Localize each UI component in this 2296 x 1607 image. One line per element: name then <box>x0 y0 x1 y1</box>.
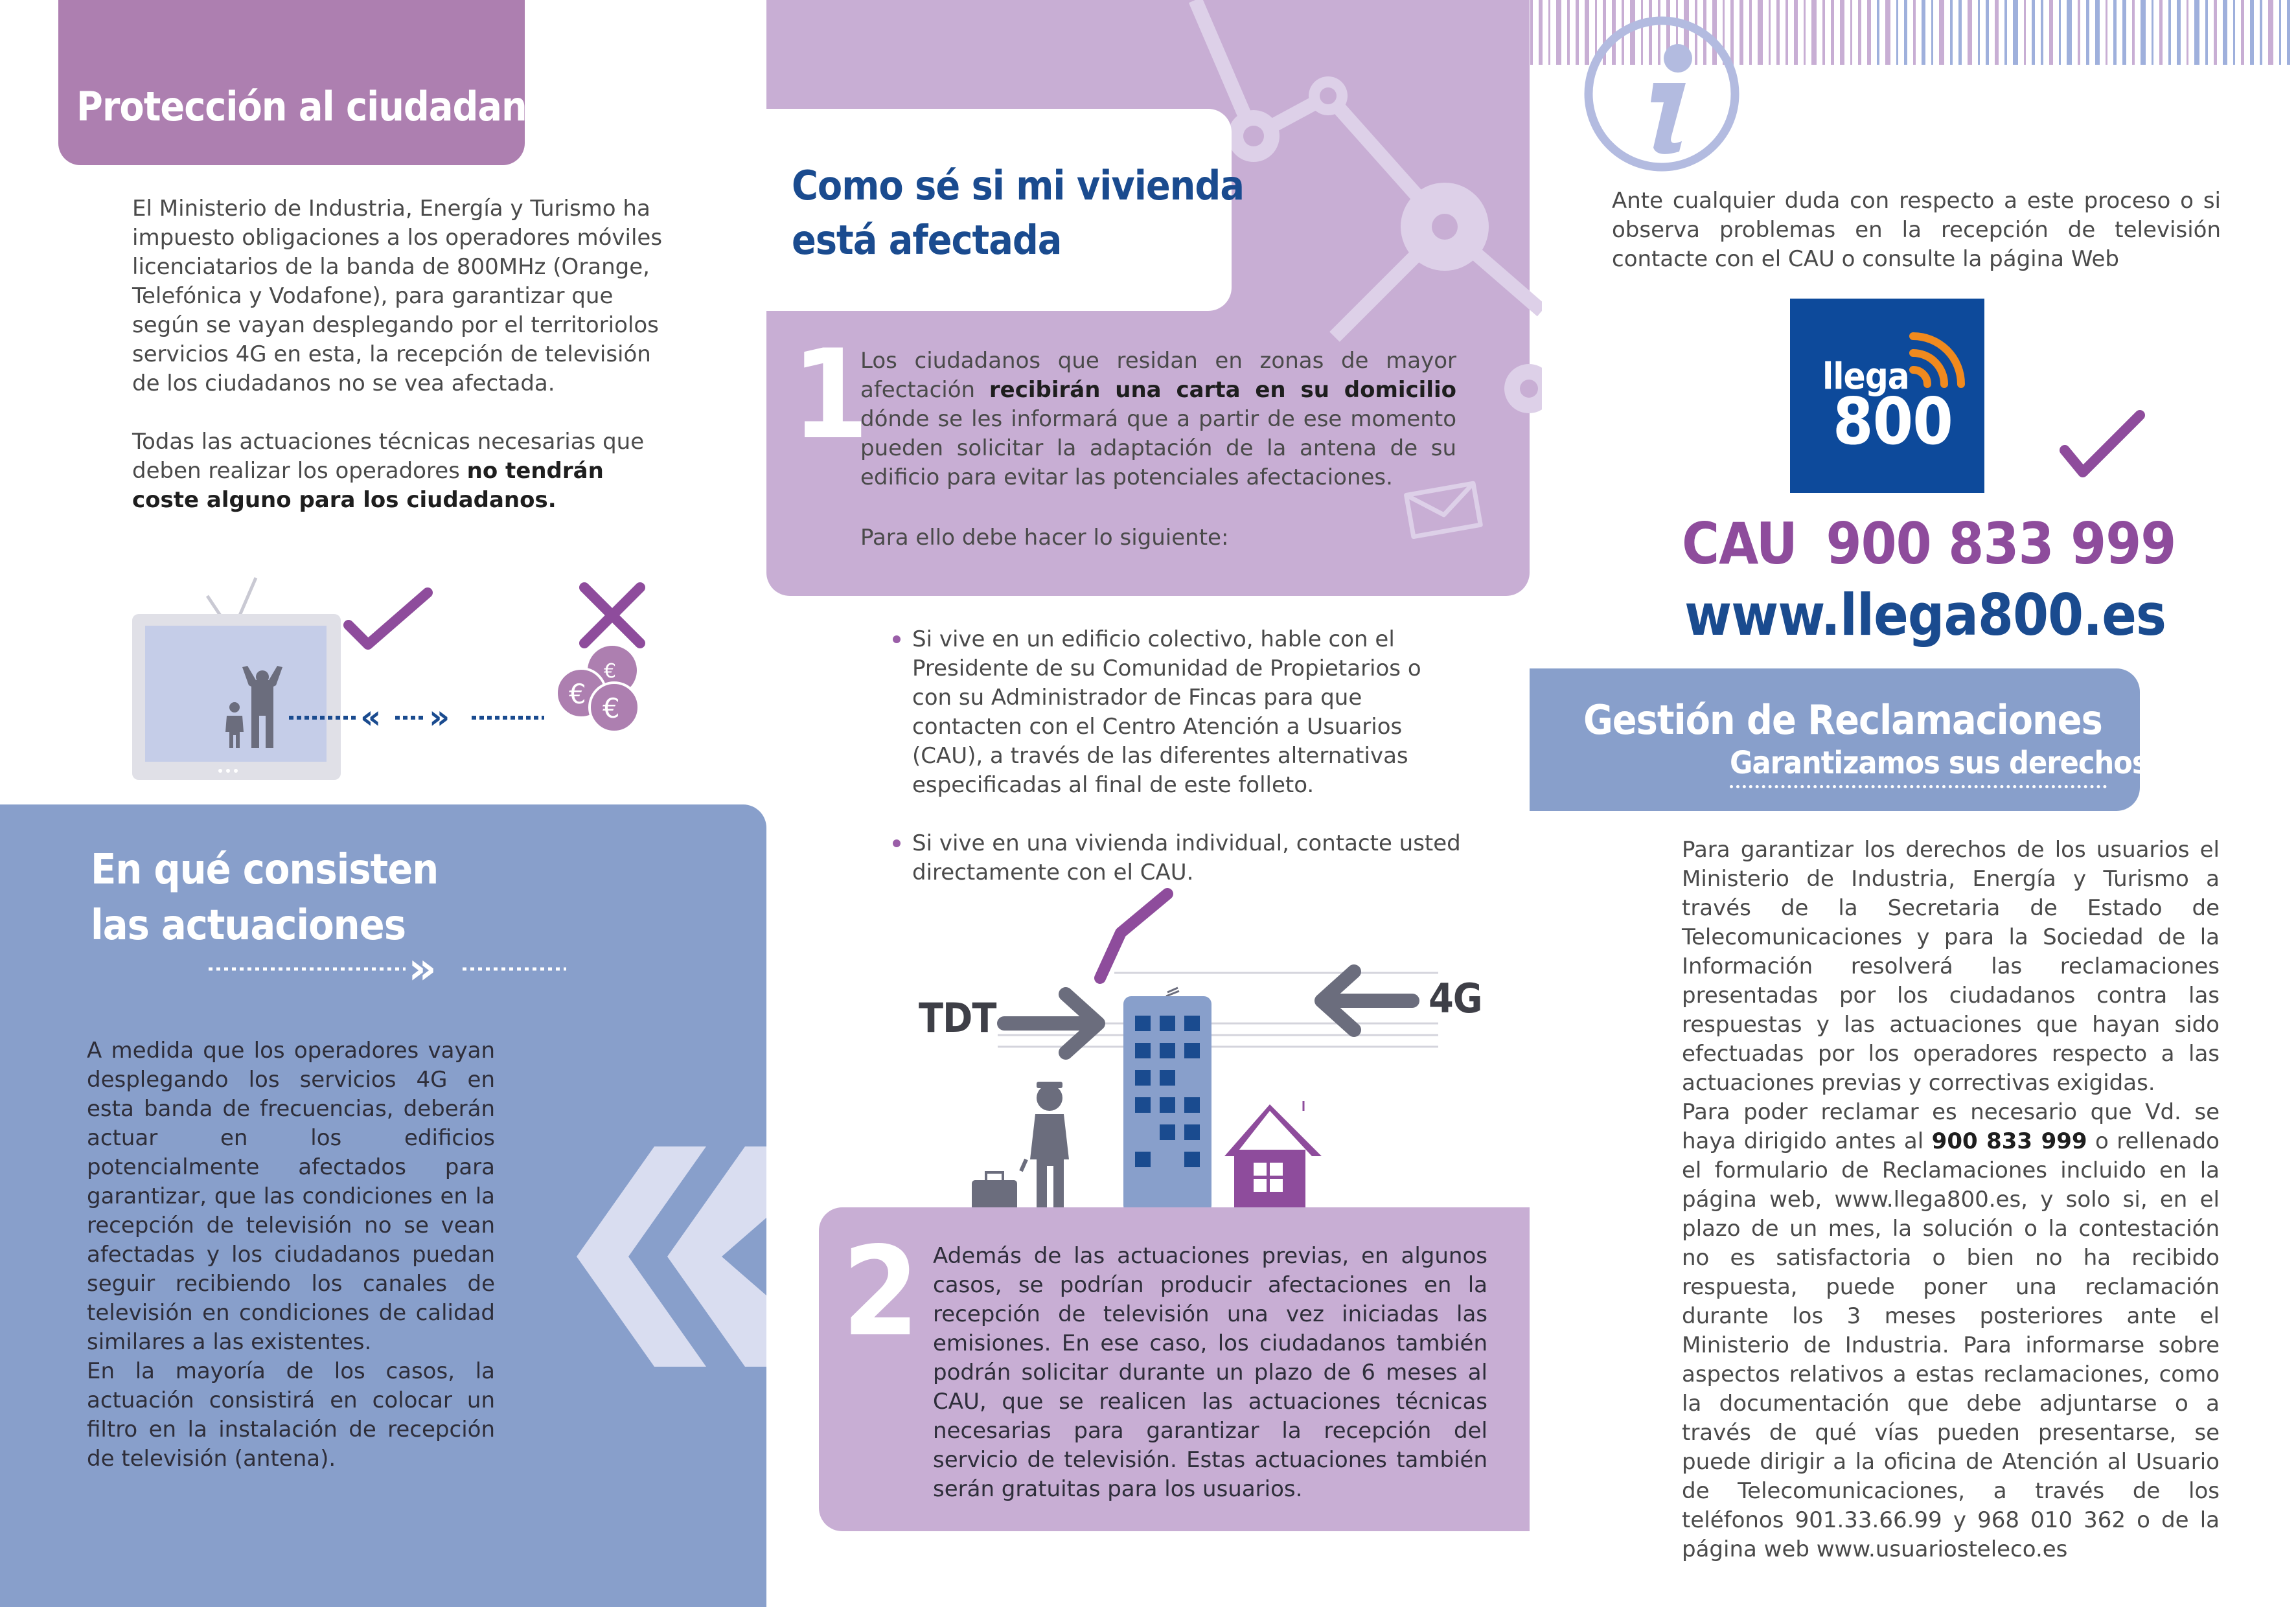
reclamaciones-text-a: Para poder reclamar es necesario que Vd. se haya dirigido antes al <box>1682 1099 2220 1154</box>
svg-text:«: « <box>360 698 382 736</box>
col1-actions-paragraph: A medida que los operadores vayan desplegando los servicios 4G en esta banda de frecuencias, deberán actuar en los edificios potencialmente afectados para garantizar, que las condiciones en la recepción de televisión no se vean afectadas y los ciudadanos puedan seguir recibiendo los canales de televisión en condiciones de calidad similares a las existentes. <box>87 1038 495 1355</box>
big-chevrons-icon <box>557 1146 766 1369</box>
label-4g: 4G <box>1429 975 1482 1022</box>
col1-section-title-line2: las actuaciones <box>91 902 406 950</box>
svg-text:»: » <box>429 698 450 736</box>
bullet-item <box>893 625 1463 800</box>
step1-followup: Para ello debe hacer lo siguiente: <box>860 525 1229 551</box>
cau-phone: 900 833 999 <box>1826 510 2176 577</box>
logo-number: 800 <box>1833 383 1953 459</box>
svg-text:»: » <box>408 950 437 988</box>
logo-word: llega <box>1822 356 1909 398</box>
col1-section-title-line1: En qué consisten <box>91 846 439 894</box>
col1-section-title <box>91 842 438 953</box>
llega800-logo <box>1790 299 1984 493</box>
svg-text:€: € <box>569 678 586 710</box>
bullet-text: Si vive en una vivienda individual, contacte usted directamente con el CAU. <box>912 830 1461 885</box>
step2-number: 2 <box>842 1220 919 1363</box>
bullet-dot-icon <box>893 839 901 847</box>
label-tdt: TDT <box>919 994 996 1042</box>
step1-text-a: Los ciudadanos que residan en zonas de mayor afectación <box>860 348 1456 403</box>
col1-intro-paragraph: El Ministerio de Industria, Energía y Turismo ha impuesto obligaciones a los operadores móviles licenciatarios de la banda de 800MHz (Orange, Telefónica y Vodafone), para garantizar que según se vayan desplegando por el territoriolos servicios 4G en esta, la recepción de televisión de los ciudadanos no se vea afectada. <box>132 196 663 396</box>
euro-coins-icon <box>551 641 648 741</box>
svg-text:€: € <box>603 692 620 724</box>
logo-check-icon <box>2057 405 2148 488</box>
step1-paragraph <box>860 347 1456 492</box>
col1-cost-paragraph <box>132 427 670 515</box>
website-link[interactable]: www.llega800.es <box>1684 582 2166 648</box>
col2-title-line1: Como sé si mi vivienda <box>792 162 1244 209</box>
col1-filter-paragraph: En la mayoría de los casos, la actuación consistirá en colocar un filtro en la instalación de recepción de televisión (antena). <box>87 1358 495 1472</box>
reclamaciones-text-b: o rellenado el formulario de Reclamaciones incluido en la página web, www.llega800.es, y solo si, en el plazo de un mes, la solución o la contestación no es satisfactoria o bien no ha recibido respuesta, puede poner una reclamación durante los 3 meses posteriores ante el Ministerio de Industria. Para informarse sobre aspectos relativos a estas reclamaciones, como la documentación que debe adjuntarse o a través de qué vías pueden presentarse, se puede dirigir a la oficina de Atención al Usuario de Telecomunicaciones, a través de los teléfonos 901.33.66.99 y 968 010 362 o de la página web www.usuariosteleco.es <box>1682 1128 2220 1562</box>
col2-title-line2: está afectada <box>792 216 1062 264</box>
envelope-icon <box>1403 476 1484 543</box>
step1-text-b: dónde se les informará que a partir de ese momento pueden solicitar la adaptación de la antena de su edificio para evitar las potenciales afectaciones. <box>860 406 1456 490</box>
col1-cost-bold: no tendrán coste alguno para los ciudadanos. <box>132 458 604 513</box>
step2-paragraph: Además de las actuaciones previas, en algunos casos, se podrían producir afectaciones en la recepción de televisión una vez iniciadas las emisiones. En ese caso, los ciudadanos también podrán solicitar durante un plazo de 6 meses al CAU, que se realicen las actuaciones técnicas necesarias para garantizar la recepción del servicio de televisión. Estas actuaciones también serán gratuitas para los usuarios. <box>933 1243 1487 1502</box>
building-illustration <box>907 887 1490 1214</box>
col1-section-divider <box>206 950 569 991</box>
step1-text-bold: recibirán una carta en su domicilio <box>989 377 1456 403</box>
cau-label: CAU <box>1682 510 1797 577</box>
step1-number: 1 <box>792 323 868 466</box>
info-paragraph: Ante cualquier duda con respecto a este proceso o si observa problemas en la recepción de televisión contacte con el CAU o consulte la página Web <box>1612 188 2221 272</box>
bullet-dot-icon <box>893 635 901 643</box>
bullet-item <box>893 829 1463 887</box>
col2-title <box>792 159 1244 268</box>
col1-header-title: Protección al ciudadano <box>76 83 551 130</box>
svg-text:€: € <box>604 660 617 683</box>
reclamaciones-divider <box>1730 785 2107 788</box>
tv-check-icon <box>343 580 434 660</box>
info-icon <box>1581 13 1743 177</box>
reclamaciones-subtitle: Garantizamos sus derechos <box>1730 745 2148 781</box>
reclamaciones-phone-bold: 900 833 999 <box>1931 1128 2087 1154</box>
col1-cost-text: Todas las actuaciones técnicas necesarias que deben realizar los operadores <box>132 429 645 484</box>
cau-line <box>1682 512 2175 576</box>
bullet-text: Si vive en un edificio colectivo, hable con el Presidente de su Comunidad de Propietarios o con su Administrador de Fincas para que contacten con el Centro Atención a Usuarios (CAU), a través de las diferentes alternativas especificadas al final de este folleto. <box>912 626 1421 798</box>
bullet-list <box>893 625 1463 887</box>
reclamaciones-paragraph-1: Para garantizar los derechos de los usuarios el Ministerio de Industria, Energía y Turismo a través de la Secretaria de Estado de Telecomunicaciones y para la Sociedad de la Información resolverá las reclamaciones presentadas por los ciudadanos contra las respuestas y las actuaciones que hayan sido efectuadas por los operadores respecto a las actuaciones previas y correctivas exigidas. <box>1682 837 2220 1096</box>
reclamaciones-paragraph-2 <box>1682 1098 2220 1564</box>
reclamaciones-title: Gestión de Reclamaciones <box>1583 696 2102 744</box>
